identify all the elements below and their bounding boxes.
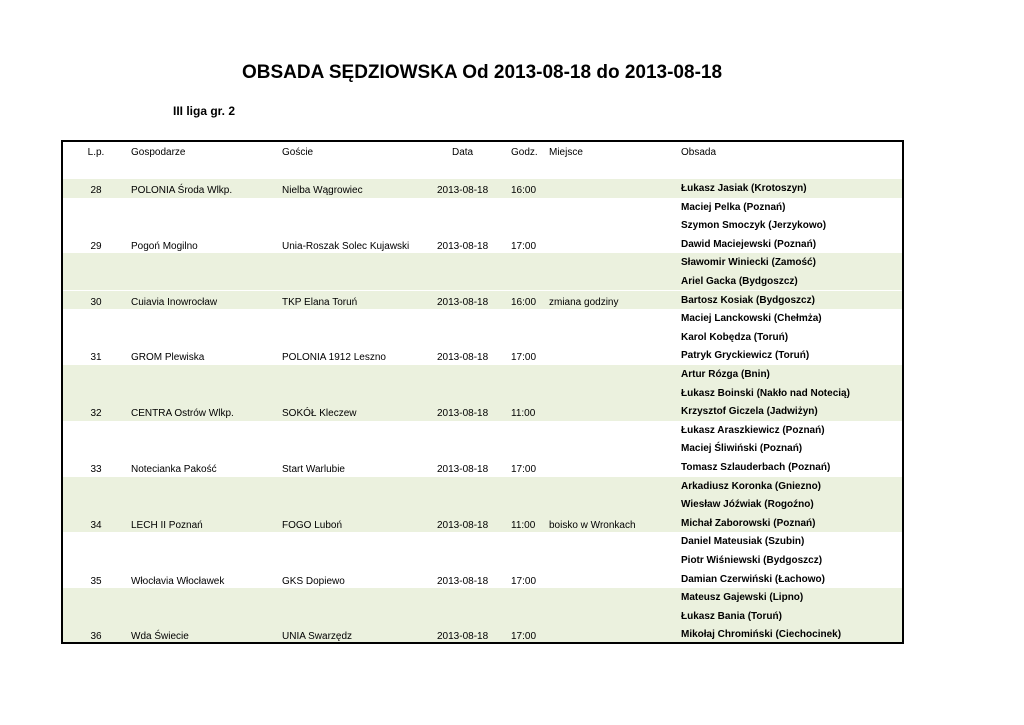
cell-time: 16:00 <box>511 185 537 196</box>
cell-referee: Ariel Gacka (Bydgoszcz) <box>681 275 798 287</box>
cell-lp: 31 <box>90 352 102 364</box>
cell-referee: Artur Rózga (Bnin) <box>681 369 770 380</box>
header-lp: L.p. <box>87 147 105 158</box>
cell-referee: Łukasz Araszkiewicz (Poznań) <box>681 424 825 436</box>
cell-lp: 36 <box>90 631 102 643</box>
cell-time: 17:00 <box>511 575 537 587</box>
cell-date: 2013-08-18 <box>437 463 489 475</box>
page-title: OBSADA SĘDZIOWSKA Od 2013-08-18 do 2013-08-18 <box>241 62 723 83</box>
cell-date: 2013-08-18 <box>437 408 489 420</box>
cell-referee: Mikołaj Chromiński (Ciechocinek) <box>681 629 842 641</box>
cell-guest: POLONIA 1912 Leszno <box>282 352 386 364</box>
table-row <box>63 179 902 198</box>
cell-guest: Start Warlubie <box>282 463 345 475</box>
cell-date: 2013-08-18 <box>437 240 489 252</box>
cell-host: CENTRA Ostrów Wlkp. <box>131 408 234 420</box>
cell-referee: Michał Zaborowski (Poznań) <box>681 517 816 529</box>
cell-host: Cuiavia Inowrocław <box>131 296 218 308</box>
cell-time: 16:00 <box>511 296 537 308</box>
cell-venue: boisko w Wronkach <box>549 519 636 531</box>
cell-referee: Maciej Pelka (Poznań) <box>681 201 786 213</box>
cell-host: Notecianka Pakość <box>131 463 217 475</box>
cell-host: LECH II Poznań <box>131 519 203 531</box>
cell-lp: 34 <box>90 519 102 531</box>
table-row <box>63 365 902 421</box>
header-time: Godz. <box>511 147 538 158</box>
header-host: Gospodarze <box>131 147 186 158</box>
cell-date: 2013-08-18 <box>437 352 489 364</box>
cell-time: 17:00 <box>511 352 537 364</box>
cell-referee: Mateusz Gajewski (Lipno) <box>681 592 804 604</box>
cell-time: 11:00 <box>511 519 536 531</box>
cell-referee: Łukasz Boinski (Nakło nad Notecią) <box>681 387 850 399</box>
cell-referee: Tomasz Szlauderbach (Poznań) <box>681 461 831 473</box>
table-row <box>63 588 902 644</box>
cell-date: 2013-08-18 <box>437 185 489 196</box>
table-row <box>63 198 902 254</box>
cell-date: 2013-08-18 <box>437 631 489 643</box>
cell-time: 11:00 <box>511 408 536 420</box>
cell-guest: Unia-Roszak Solec Kujawski <box>282 240 410 252</box>
cell-lp: 33 <box>90 463 102 475</box>
cell-lp: 35 <box>90 575 102 587</box>
table-row <box>63 253 902 309</box>
cell-referee: Daniel Mateusiak (Szubin) <box>681 536 805 548</box>
cell-referee: Arkadiusz Koronka (Gniezno) <box>681 480 822 492</box>
row-band <box>63 365 902 384</box>
cell-lp: 29 <box>90 240 102 252</box>
cell-referee: Szymon Smoczyk (Jerzykowo) <box>681 220 827 232</box>
table-row <box>63 532 902 588</box>
cell-date: 2013-08-18 <box>437 519 489 531</box>
cell-guest: SOKÓŁ Kleczew <box>282 408 357 420</box>
cell-host: POLONIA Środa Wlkp. <box>131 185 233 196</box>
cell-lp: 30 <box>90 296 102 308</box>
cell-referee: Karol Kobędza (Toruń) <box>681 331 789 343</box>
cell-time: 17:00 <box>511 463 537 475</box>
table-row <box>63 421 902 477</box>
cell-referee: Damian Czerwiński (Łachowo) <box>681 573 825 585</box>
cell-guest: TKP Elana Toruń <box>282 296 358 308</box>
cell-time: 17:00 <box>511 240 537 252</box>
table-header <box>63 142 902 162</box>
cell-host: Wda Świecie <box>131 631 189 643</box>
table-row <box>63 477 902 533</box>
header-venue: Miejsce <box>549 147 583 158</box>
cell-referee: Łukasz Jasiak (Krotoszyn) <box>681 183 807 194</box>
cell-time: 17:00 <box>511 631 537 643</box>
cell-host: Pogoń Mogilno <box>131 240 198 252</box>
cell-referee: Łukasz Bania (Toruń) <box>681 610 782 622</box>
cell-guest: FOGO Luboń <box>282 519 343 531</box>
cell-referee: Sławomir Winiecki (Zamość) <box>681 257 816 269</box>
cell-referee: Piotr Wiśniewski (Bydgoszcz) <box>681 554 823 566</box>
cell-host: Włocłavia Włocławek <box>131 575 225 587</box>
cell-lp: 32 <box>90 408 102 420</box>
cell-guest: Nielba Wągrowiec <box>282 185 363 196</box>
cell-host: GROM Plewiska <box>131 352 205 364</box>
cell-referee: Wiesław Jóźwiak (Rogoźno) <box>681 499 814 511</box>
cell-venue: zmiana godziny <box>549 296 619 308</box>
cell-date: 2013-08-18 <box>437 296 489 308</box>
table-row <box>63 309 902 365</box>
cell-guest: UNIA Swarzędz <box>282 631 353 643</box>
header-referees: Obsada <box>681 147 717 158</box>
header-guest: Goście <box>282 147 314 158</box>
cell-date: 2013-08-18 <box>437 575 489 587</box>
cell-referee: Krzysztof Giczela (Jadwiżyn) <box>681 406 818 418</box>
header-date: Data <box>452 147 474 158</box>
league-label: III liga gr. 2 <box>173 104 236 118</box>
cell-referee: Patryk Gryckiewicz (Toruń) <box>681 350 810 362</box>
cell-referee: Maciej Lanckowski (Chełmża) <box>681 313 822 325</box>
cell-referee: Bartosz Kosiak (Bydgoszcz) <box>681 294 815 306</box>
cell-lp: 28 <box>90 185 102 196</box>
cell-referee: Dawid Maciejewski (Poznań) <box>681 238 817 250</box>
assignments-table <box>61 140 904 644</box>
cell-referee: Maciej Śliwiński (Poznań) <box>681 443 803 455</box>
cell-guest: GKS Dopiewo <box>282 575 345 587</box>
